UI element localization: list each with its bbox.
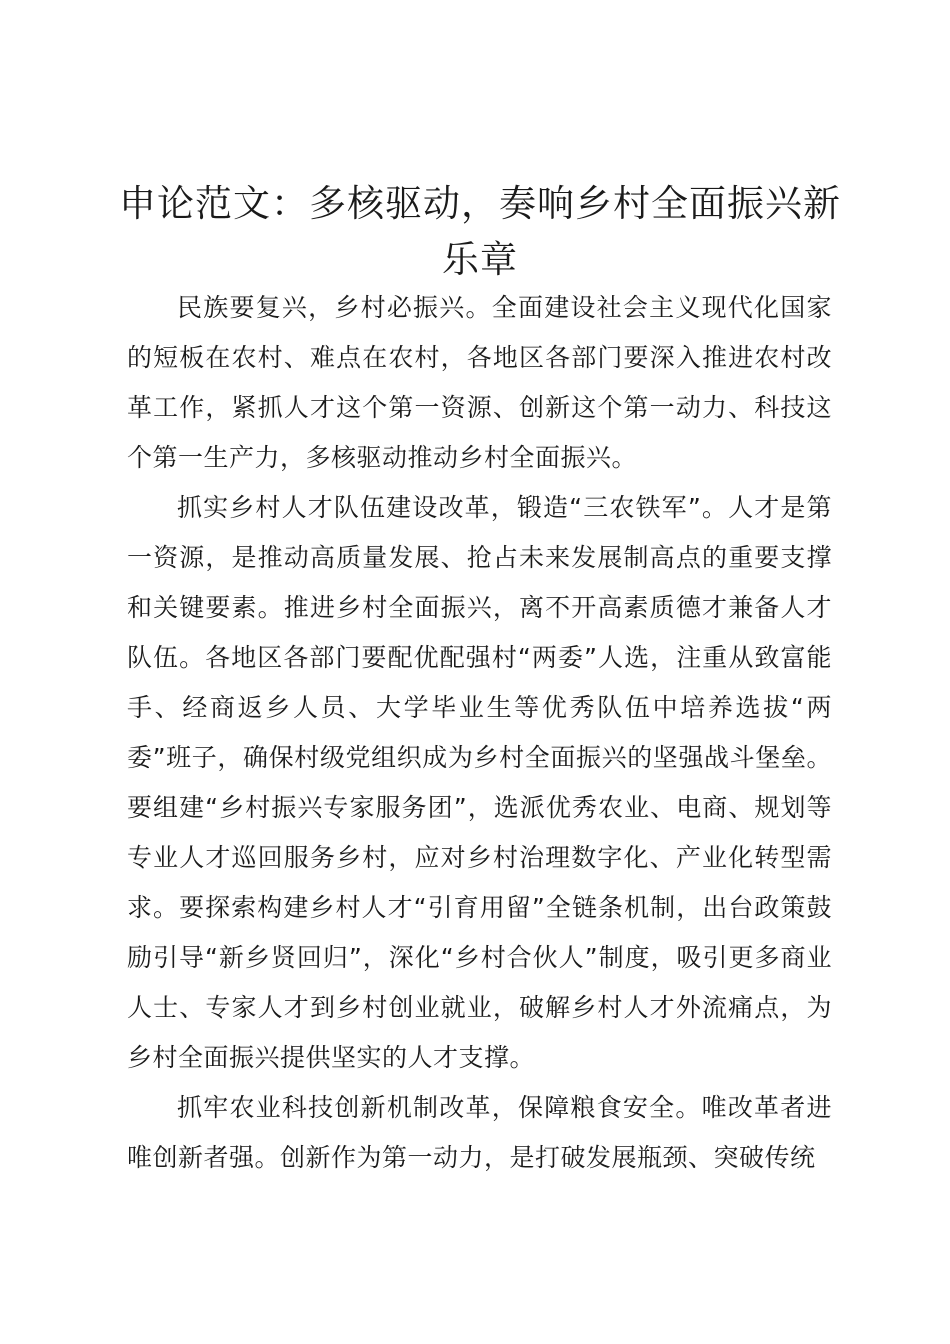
paragraph-innovation: 抓牢农业科技创新机制改革，保障粮食安全。唯改革者进唯创新者强。创新作为第一动力，是打破发展瓶颈、突破传统 <box>127 1093 832 1172</box>
document-body <box>127 283 832 1183</box>
document-title: 申论范文：多核驱动，奏响乡村全面振兴新乐章 <box>119 182 841 281</box>
paragraph-intro: 民族要复兴，乡村必振兴。全面建设社会主义现代化国家的短板在农村、难点在农村，各地区各部门要深入推进农村改革工作，紧抓人才这个第一资源、创新这个第一动力、科技这个第一生产力，多核驱动推动乡村全面振兴。 <box>127 293 832 472</box>
paragraph-talent: 抓实乡村人才队伍建设改革，锻造“三农铁军”。人才是第一资源，是推动高质量发展、抢占未来发展制高点的重要支撑和关键要素。推进乡村全面振兴，离不开高素质德才兼备人才队伍。各地区各部门要配优配强村“两委”人选，注重从致富能手、经商返乡人员、大学毕业生等优秀队伍中培养选拔“两委”班子，确保村级党组织成为乡村全面振兴的坚强战斗堡垒。要组建“乡村振兴专家服务团”，选派优秀农业、电商、规划等专业人才巡回服务乡村，应对乡村治理数字化、产业化转型需求。要探索构建乡村人才“引育用留”全链条机制，出台政策鼓励引导“新乡贤回归”，深化“乡村合伙人”制度，吸引更多商业人士、专家人才到乡村创业就业，破解乡村人才外流痛点，为乡村全面振兴提供坚实的人才支撑。 <box>127 493 832 1072</box>
